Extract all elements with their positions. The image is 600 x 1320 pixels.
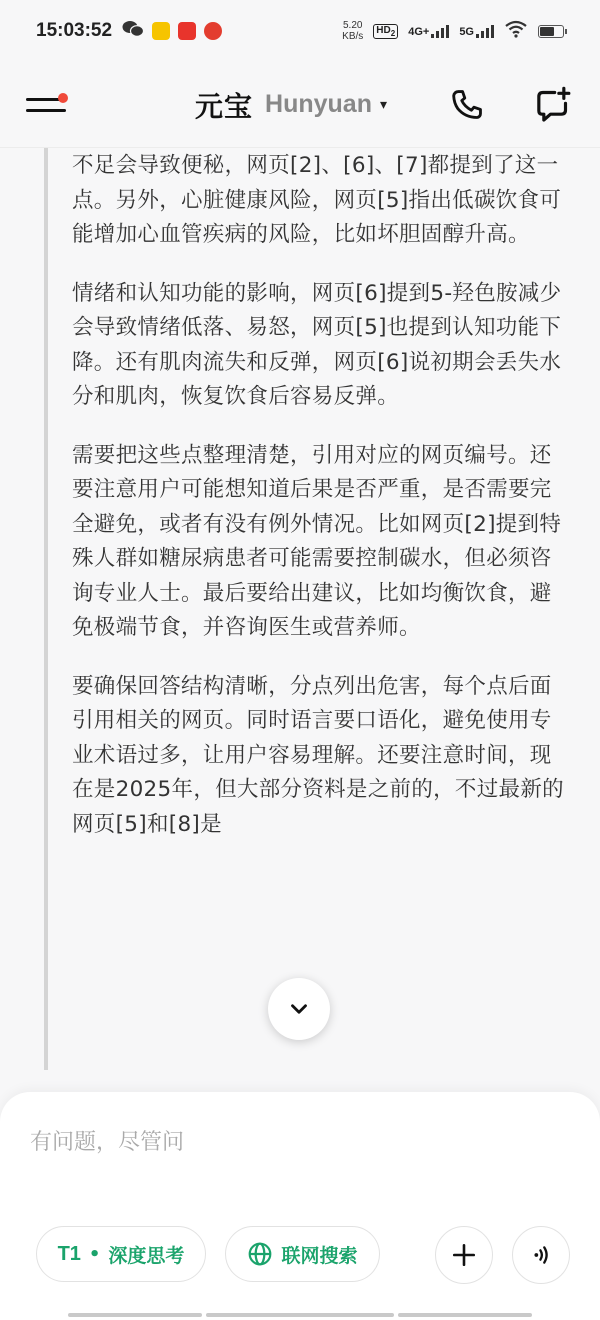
- thinking-block: [44, 148, 574, 1070]
- chat-content[interactable]: [0, 148, 600, 1076]
- phone-icon: [448, 86, 486, 124]
- chevron-down-icon: [286, 996, 312, 1022]
- hd-sub: 2: [390, 28, 396, 38]
- new-chat-icon: [533, 85, 573, 125]
- deep-think-label: 深度思考: [108, 1244, 185, 1267]
- scroll-to-bottom-button[interactable]: [268, 978, 330, 1040]
- net-speed-value: 5.20: [343, 20, 363, 31]
- sim2-label: 5G: [459, 26, 474, 38]
- menu-line: [26, 109, 66, 112]
- model-name: Hunyuan: [265, 90, 372, 118]
- sim2-signal: [459, 24, 494, 38]
- menu-line: [26, 98, 60, 101]
- status-bar: [0, 0, 600, 62]
- composer-panel: [0, 1092, 600, 1320]
- status-app-icons: [122, 20, 222, 42]
- wechat-icon: [122, 20, 144, 42]
- chevron-down-icon: ▾: [379, 96, 387, 113]
- wifi-icon: [504, 20, 528, 42]
- status-time: 15:03:52: [36, 20, 113, 41]
- notification-dot: [58, 93, 68, 103]
- nav-bar-segment: [398, 1313, 532, 1317]
- web-search-label: 联网搜索: [281, 1244, 358, 1267]
- deep-think-sep: •: [88, 1243, 101, 1265]
- status-right: [342, 20, 564, 42]
- thinking-paragraph: 不足会导致便秘，网页[2]、[6]、[7]都提到了这一点。另外，心脏健康风险，网页[5]指出低碳饮食可能增加心血管疾病的风险，比如坏胆固醇升高。: [72, 153, 562, 247]
- new-chat-button[interactable]: [532, 84, 574, 126]
- thinking-paragraph: 情绪和认知功能的影响，网页[6]提到5-羟色胺减少会导致情绪低落、易怒，网页[5]也提到认知功能下降。还有肌肉流失和反弹，网页[6]说初期会丢失水分和肌肉，恢复饮食后容易反弹。: [72, 280, 562, 409]
- hd-badge: [373, 24, 398, 39]
- net-speed: [342, 20, 363, 42]
- menu-button[interactable]: [26, 85, 66, 125]
- web-search-button[interactable]: [225, 1226, 380, 1282]
- deep-think-prefix: T1: [57, 1242, 81, 1265]
- app-title: 元宝: [195, 89, 254, 123]
- call-button[interactable]: [446, 84, 488, 126]
- net-speed-unit: KB/s: [342, 31, 364, 42]
- app-red-icon: [178, 22, 196, 40]
- battery-icon: [538, 25, 564, 38]
- hd-label: HD: [376, 24, 391, 36]
- app-header: [0, 62, 600, 148]
- signal-bars-icon: [431, 24, 449, 38]
- nav-bar-segment: [206, 1313, 394, 1317]
- plus-icon: [451, 1242, 477, 1268]
- app-yellow-icon: [152, 22, 170, 40]
- deep-think-button[interactable]: [36, 1226, 206, 1282]
- sim1-label: 4G+: [408, 26, 430, 38]
- header-actions: [446, 84, 574, 126]
- message-input[interactable]: [30, 1122, 570, 1162]
- signal-bars-icon: [476, 24, 494, 38]
- sim1-signal: [408, 24, 449, 38]
- thinking-paragraph: 要确保回答结构清晰，分点列出危害，每个点后面引用相关的网页。同时语言要口语化，避免使用专业术语过多，让用户容易理解。还要注意时间，现在是2025年，但大部分资料是之前的，不过最新的网页[5]和[8]是: [72, 673, 564, 837]
- voice-button[interactable]: [512, 1226, 570, 1284]
- app-zhi-icon: [204, 22, 222, 40]
- thinking-paragraph: 需要把这些点整理清楚，引用对应的网页编号。还要注意用户可能想知道后果是否严重，是否需要完全避免，或者有没有例外情况。比如网页[2]提到特殊人群如糖尿病患者可能需要控制碳水，但必须咨询专业人士。最后要给出建议，比如均衡饮食，避免极端节食，并咨询医生或营养师。: [72, 442, 562, 640]
- globe-icon: [247, 1241, 273, 1267]
- add-attachment-button[interactable]: [435, 1226, 493, 1284]
- nav-bar-segment: [68, 1313, 202, 1317]
- model-switcher[interactable]: [195, 85, 387, 125]
- voice-wave-icon: [527, 1241, 555, 1269]
